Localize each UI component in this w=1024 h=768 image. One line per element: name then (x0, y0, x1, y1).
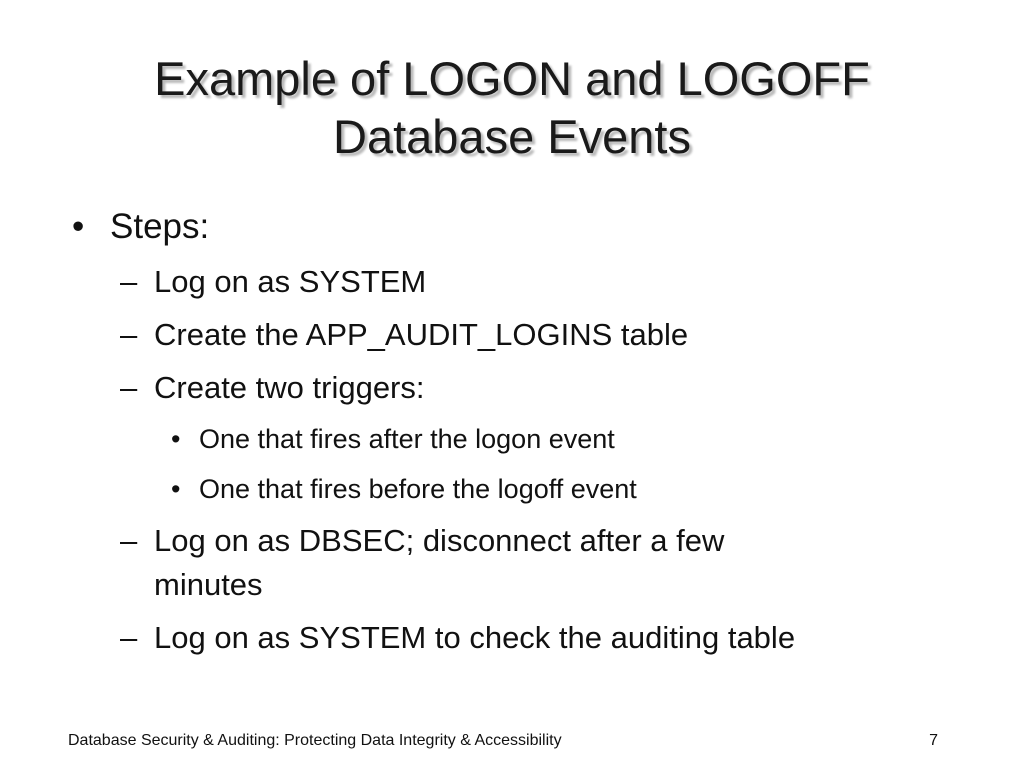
slide-title-line-2: Database Events (333, 110, 691, 163)
bullet-dot-icon: • (171, 424, 181, 454)
sub-sub-item-text: One that fires before the logoff event (199, 474, 637, 504)
dash-icon: – (120, 264, 138, 299)
dash-icon: – (120, 523, 138, 558)
sub-item-text: Log on as SYSTEM to check the auditing table (154, 620, 796, 655)
slide-title-line-1: Example of LOGON and LOGOFF (154, 52, 870, 105)
footer-caption: Database Security & Auditing: Protecting Data Integrity & Accessibility (68, 732, 562, 749)
bullet-text: Steps: (110, 207, 210, 246)
dash-icon: – (120, 620, 138, 655)
sub-item-text: Create the APP_AUDIT_LOGINS table (154, 317, 689, 352)
dash-icon: – (120, 317, 138, 352)
dash-icon: – (120, 370, 138, 405)
page-number: 7 (929, 732, 938, 749)
sub-item-continuation-text: minutes (154, 567, 263, 602)
bullet-dot-icon: • (171, 474, 181, 504)
sub-item-text: Log on as DBSEC; disconnect after a few (154, 523, 725, 558)
sub-item-text: Log on as SYSTEM (154, 264, 427, 299)
bullet-dot-icon: • (72, 207, 85, 246)
sub-item-text: Create two triggers: (154, 370, 425, 405)
sub-sub-item-text: One that fires after the logon event (199, 424, 615, 454)
